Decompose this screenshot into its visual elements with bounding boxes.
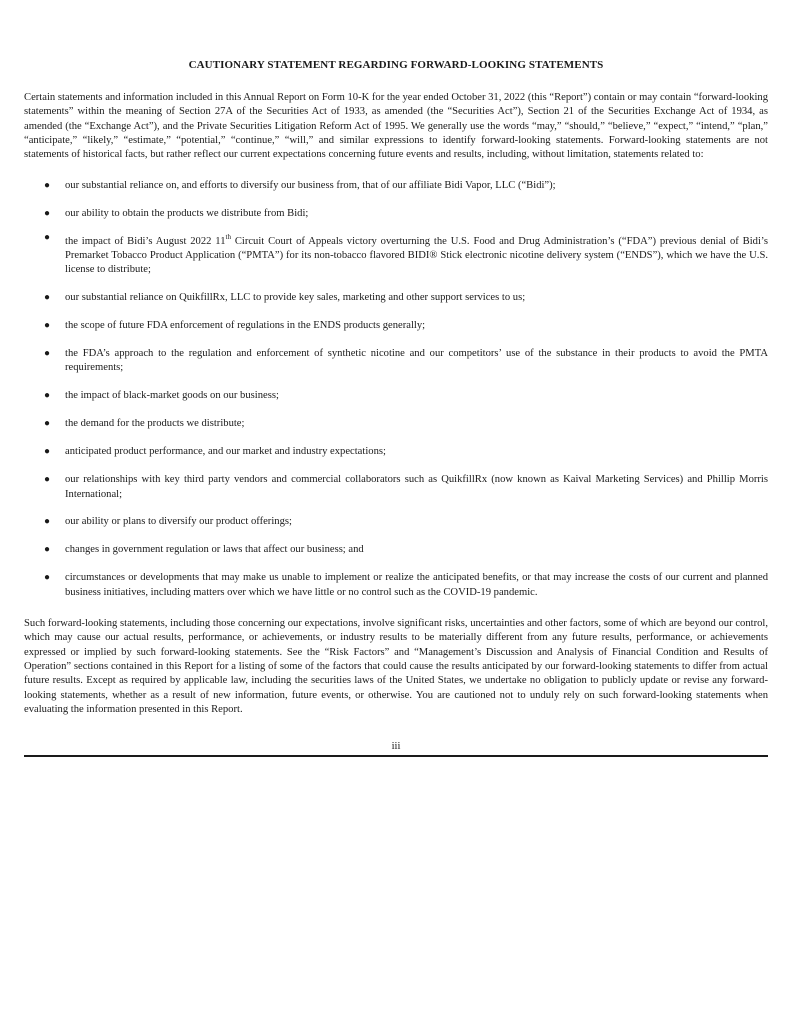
list-item-text: changes in government regulation or laws that affect our business; and (65, 544, 364, 556)
list-item (24, 445, 768, 459)
page-number: iii (391, 741, 401, 752)
list-item (24, 417, 768, 431)
list-item-text: our ability or plans to diversify our product offerings; (65, 516, 292, 528)
list-item-text: our relationships with key third party vendors and commercial collaborators such as QuikfillRx (now known as Kaival Marketing Services) and Phillip Morris International; (65, 474, 768, 500)
list-item-text: the scope of future FDA enforcement of regulations in the ENDS products generally; (65, 320, 426, 332)
page-footer (24, 741, 768, 757)
list-item-text: our substantial reliance on, and efforts to diversify our business from, that of our affiliate Bidi Vapor, LLC (“Bidi”); (65, 179, 556, 191)
list-item (24, 319, 768, 333)
footer-rule (24, 755, 768, 757)
bullet-icon: ● (44, 292, 51, 304)
bullet-icon: ● (44, 179, 51, 191)
document-page (24, 58, 768, 717)
bullet-icon: ● (44, 320, 51, 332)
list-item (24, 389, 768, 403)
bullet-icon: ● (44, 207, 51, 219)
list-item (24, 231, 768, 278)
forward-looking-list (24, 179, 768, 600)
list-item (24, 473, 768, 502)
list-item (24, 207, 768, 221)
list-item-text: our substantial reliance on QuikfillRx, LLC to provide key sales, marketing and other support services to us; (65, 292, 526, 304)
bullet-icon: ● (44, 348, 51, 360)
bullet-icon: ● (44, 231, 51, 243)
list-item-text: anticipated product performance, and our market and industry expectations; (65, 446, 386, 458)
list-item-text: the impact of black-market goods on our business; (65, 390, 279, 402)
list-item (24, 571, 768, 600)
closing-paragraph: Such forward-looking statements, including those concerning our expectations, involve significant risks, uncertainties and other factors, some of which are beyond our control, which may cause our actual results, performance, or achievements, or industry results to be materially different from any future results, performance, or achievements expressed or implied by such forward-looking statements. See the “Risk Factors” and “Management’s Discussion and Analysis of Financial Condition and Results of Operation” sections contained in this Report for a listing of some of the factors that could cause the results anticipated by our forward-looking statements to differ from actual future results. Except as required by applicable law, including the securities laws of the United States, we undertake no obligation to publicly update or revise any forward-looking statements, whether as a result of new information, future events, or otherwise. You are cautioned not to unduly rely on such forward-looking statements when evaluating the information presented in this Report. (24, 618, 768, 716)
list-item-text: the FDA’s approach to the regulation and enforcement of synthetic nicotine and our competitors’ use of the substance in their products to avoid the PMTA requirements; (65, 348, 768, 374)
intro-paragraph: Certain statements and information included in this Annual Report on Form 10-K for the year ended October 31, 2022 (this “Report”) contain or may contain “forward-looking statements” within the meaning of Section 27A of the Securities Act of 1933, as amended (the “Securities Act”), Section 21 of the Securities Exchange Act of 1934, as amended (the “Exchange Act”), and the Private Securities Litigation Reform Act of 1995. We generally use the words “may,” “should,” “believe,” “expect,” “intend,” “plan,” “anticipate,” “likely,” “estimate,” “potential,” “continue,” “will,” and similar expressions to identify forward-looking statements. Forward-looking statements are not statements of historical facts, but rather reflect our current expectations concerning future events and results, including, without limitation, statements related to: (24, 92, 768, 161)
bullet-icon: ● (44, 572, 51, 584)
bullet-icon: ● (44, 474, 51, 486)
bullet-icon: ● (44, 390, 51, 402)
list-item (24, 179, 768, 193)
list-item-text: the impact of Bidi’s August 2022 11th Circuit Court of Appeals victory overturning the U.S. Food and Drug Administration’s (“FDA”) previous denial of Bidi’s Premarket Tobacco Product Application (“PMTA”) for its non-tobacco flavored BIDI® Stick electronic nicotine delivery system (“ENDS”), which we have the U.S. license to distribute; (65, 232, 768, 276)
bullet-icon: ● (44, 544, 51, 556)
bullet-icon: ● (44, 446, 51, 458)
list-item (24, 347, 768, 376)
section-title: CAUTIONARY STATEMENT REGARDING FORWARD-LOOKING STATEMENTS (188, 59, 604, 71)
list-item (24, 515, 768, 529)
bullet-icon: ● (44, 418, 51, 430)
list-item (24, 291, 768, 305)
list-item-text: circumstances or developments that may make us unable to implement or realize the anticipated benefits, or that may increase the costs of our current and planned business initiatives, including matters over which we have little or no control such as the COVID-19 pandemic. (65, 572, 768, 598)
list-item-text: our ability to obtain the products we distribute from Bidi; (65, 207, 309, 219)
ordinal-superscript: th (225, 232, 231, 241)
list-item-text: the demand for the products we distribute; (65, 418, 245, 430)
bullet-icon: ● (44, 516, 51, 528)
list-item (24, 543, 768, 557)
